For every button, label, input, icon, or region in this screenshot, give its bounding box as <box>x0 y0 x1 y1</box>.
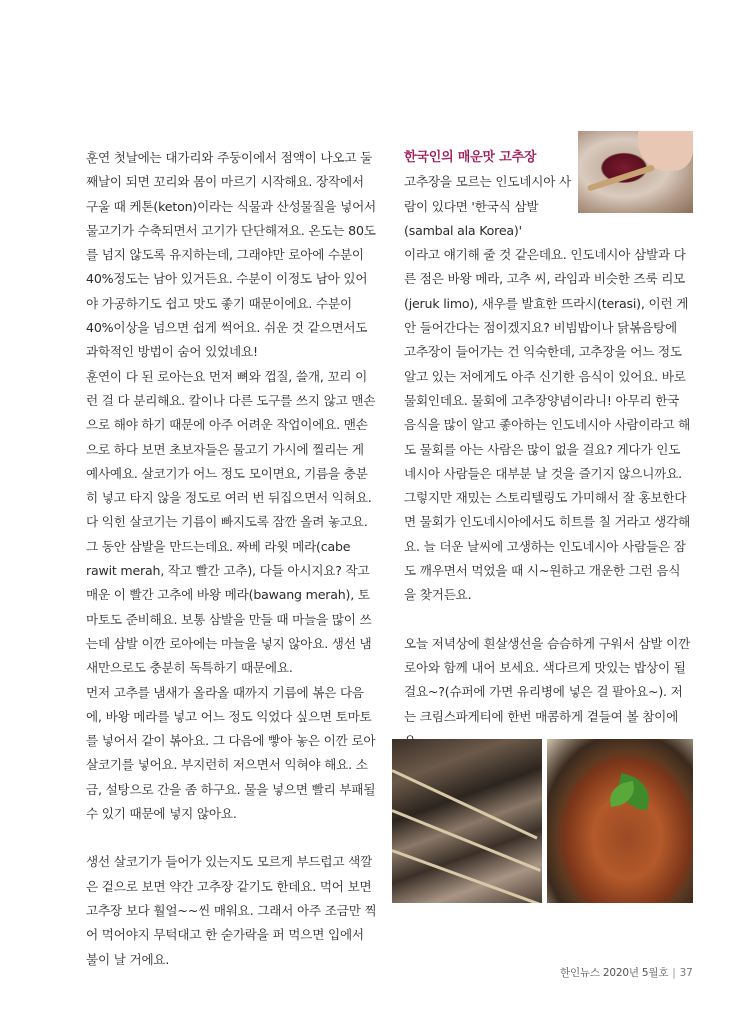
paragraph: 훈연 첫날에는 대가리와 주둥이에서 점액이 나오고 둘째날이 되면 꼬리와 몸이 마르기 시작해요. 장작에서 구울 때 케톤(keton)이라는 식물과 산성물질을 넣어서 물고기가 수축되면서 고기가 단단해져요. 온도는 80도를 넘지 않도록 유지하는데, 그래야만 로아에 수분이 40%정도는 남아 있거든요. 수분이 이정도 남아 있어야 가공하기도 쉽고 맛도 좋기 때문이에요. 수분이 40%이상을 넘으면 쉽게 썩어요. 쉬운 것 같으면서도 과학적인 방법이 숨어 있었네요! <box>86 150 377 360</box>
paragraph: 오늘 저녁상에 흰살생선을 슴슴하게 구워서 삼발 이깐 로아와 함께 내어 보세요. 색다르게 맛있는 밥상이 될걸요~?(슈퍼에 가면 유리병에 넣은 걸 팔아요~). 저는 크림스파게티에 한번 매콤하게 곁들여 볼 참이에 <box>404 635 691 724</box>
intro-paragraph: 고추장을 모르는 인도네시아 사람이 있다면 '한국식 삼발(sambal ala Korea)' <box>404 174 571 238</box>
grilled-fish-photo <box>392 739 542 903</box>
publication-name: 한인뉴스 2020년 5월호 <box>560 967 669 979</box>
paragraph: 훈연이 다 된 로아는요 먼저 뼈와 껍질, 쓸개, 꼬리 이런 걸 다 분리해요. 칼이나 다른 도구를 쓰지 않고 맨손으로 해야 하기 때문에 아주 어려운 작업이에요. 맨손으로 하다 보면 초보자들은 물고기 가시에 찔리는 게 예사예요. 살코기가 어느 정도 모이면요, 기름을 충분히 넣고 타지 않을 정도로 여러 번 뒤집으면서 익혀요. 다 익힌 살코기는 기름이 빠지도록 잠깐 올려 놓고요. 그 동안 삼발을 만드는데요. 짜베 라윗 메라(cabe rawit merah, 작고 빨간 고추), 다들 아시지요? 작고 매운 이 빨간 고추에 바왕 메라(bawang merah), 토마토도 준비해요. 보통 삼발을 만들 때 마늘을 많이 쓰는데 삼발 이깐 로아에는 마늘을 넣지 않아요. 생선 냄새만으로도 충분히 독특하기 때문에요. <box>86 368 376 676</box>
sambal-roa-photo <box>547 739 693 903</box>
page-footer <box>560 965 693 980</box>
section-heading: 한국인의 매운맛 고추장 <box>404 150 537 165</box>
paragraph: 이라고 얘기해 줄 것 같은데요. 인도네시아 삼발과 다른 점은 바왕 메라, 고추 씨, 라임과 비슷한 즈룩 리모(jeruk limo), 새우를 발효한 뜨라시(terasi), 이런 게 안 들어간다는 점이겠지요? 비빔밥이나 닭볶음탕에 고추장이 들어가는 건 익숙한데, 고추장을 어느 정도 알고 있는 저에게도 아주 신기한 음식이 있어요. 바로 물회인데요. 물회에 고추장양념이라니! 아무리 한국 음식을 많이 알고 좋아하는 인도네시아 사람이라고 해도 물회를 아는 사람은 많이 없을 걸요? 게다가 인도네시아 사람들은 대부분 날 것을 즐기지 않으니까요. 그렇지만 재밌는 스토리텔링도 가미해서 잘 홍보한다면 물회가 인도네시아에서도 히트를 칠 거라고 생각해요. 늘 더운 날씨에 고생하는 인도네시아 사람들은 잠도 깨우면서 먹었을 때 시~원하고 개운한 그런 음식을 찾거든요. <box>404 247 691 603</box>
paragraph: 생선 살코기가 들어가 있는지도 모르게 부드럽고 색깔은 겉으로 보면 약간 고추장 같기도 한데요. 먹어 보면 고추장 보다 훨얼~~씬 매워요. 그래서 아주 조금만 찍어 먹어야지 무턱대고 한 숟가락을 퍼 먹으면 입에서 불이 날 거에요. <box>86 854 377 967</box>
page-number: 37 <box>679 967 693 979</box>
sambal-jar-photo <box>578 131 693 213</box>
footer-separator: | <box>672 967 676 979</box>
left-column <box>86 146 378 972</box>
right-column <box>404 146 692 777</box>
paragraph: 먼저 고추를 냄새가 올라올 때까지 기름에 볶은 다음에, 바왕 메라를 넣고 어느 정도 익었다 싶으면 토마토를 넣어서 같이 볶아요. 그 다음에 빻아 놓은 이깐 로아 살코기를 넣어요. 부지런히 저으면서 익혀야 해요. 소금, 설탕으로 간을 좀 하구요. 물을 넣으면 빨리 부패될 수 있기 때문에 넣지 않아요. <box>86 684 376 822</box>
